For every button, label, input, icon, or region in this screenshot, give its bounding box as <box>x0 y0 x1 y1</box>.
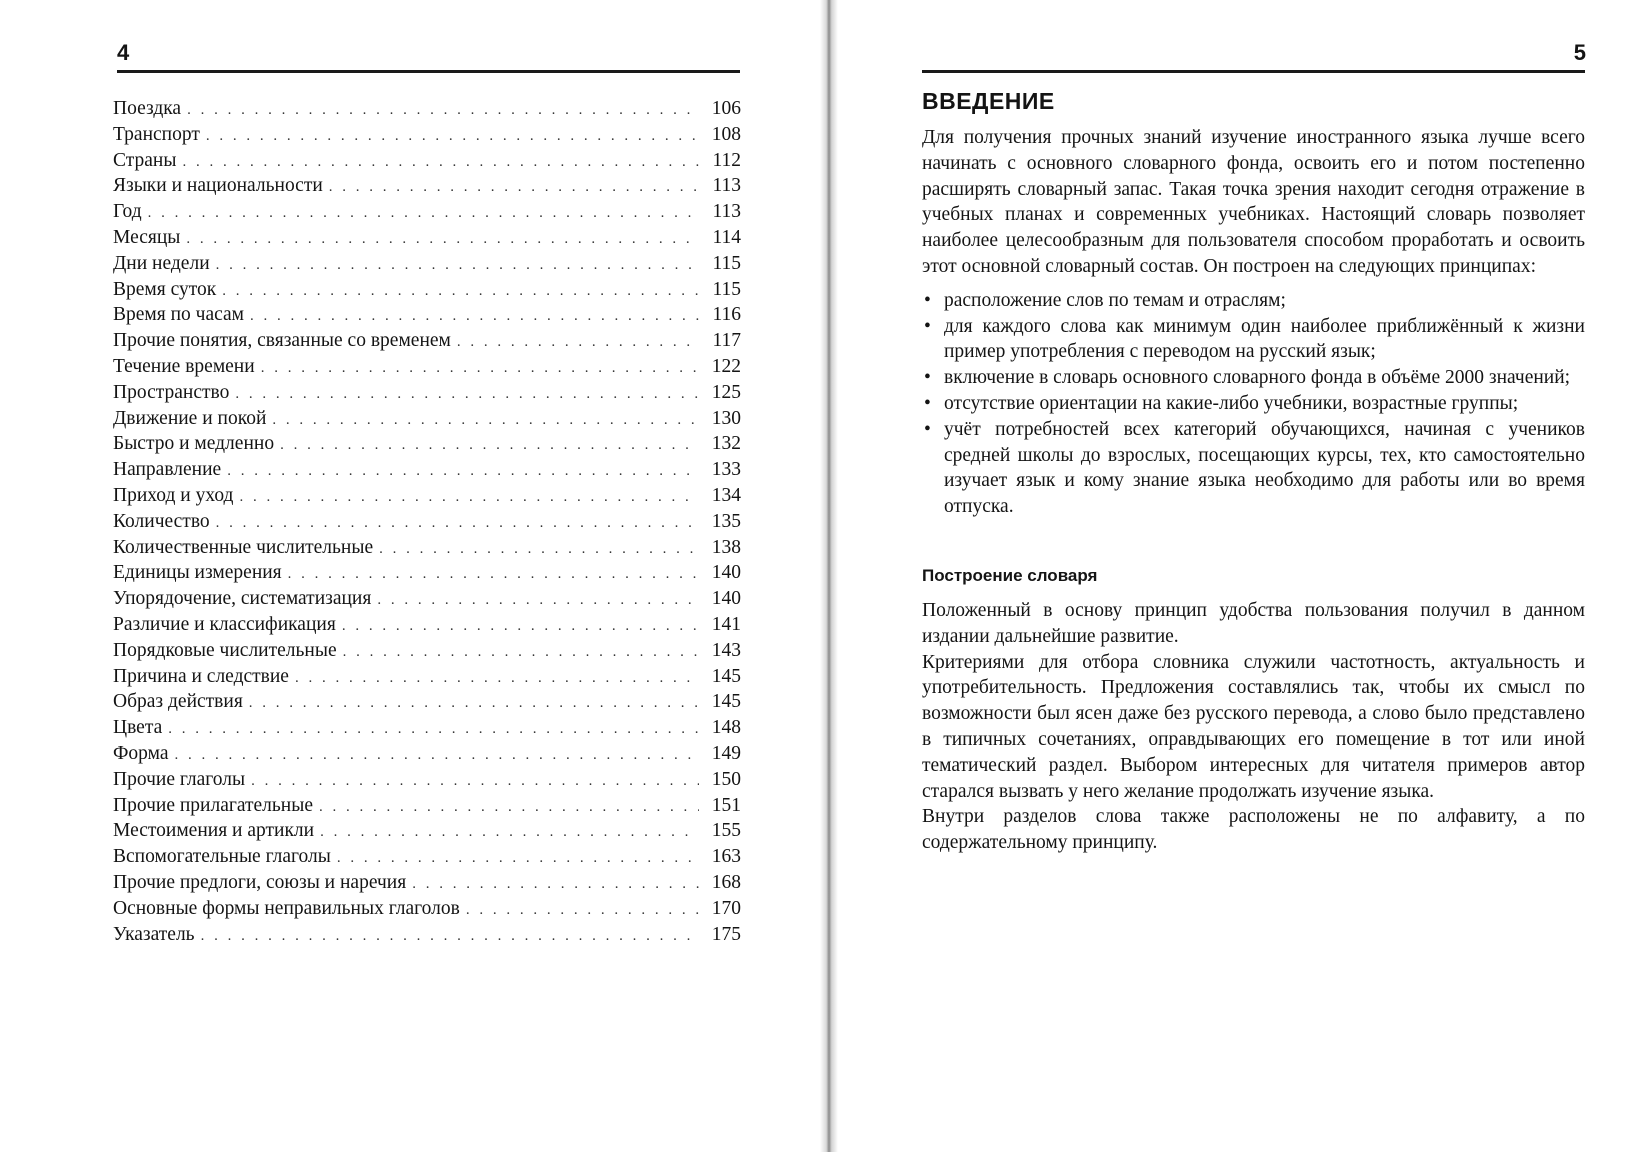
toc-dot-leader <box>295 666 699 692</box>
toc-entry <box>113 148 741 174</box>
toc-entry-title: Порядковые числительные <box>113 639 337 661</box>
toc-entry-page: 135 <box>711 510 741 532</box>
toc-dot-leader <box>379 537 699 563</box>
section-heading: ВВЕДЕНИЕ <box>922 88 1055 114</box>
intro-paragraph: Для получения прочных знаний изучение иностранного языка лучше всего начинать с основного словарного фонда, освоить его и потом постепенно расширять словарный запас. Такая точка зрения находит сегодня отражение в учебных планах и современных учебниках. Настоящий словарь позволяет наиболее целесообразным для пользователя способом проработать и освоить этот основной словарный состав. Он построен на следующих принципах: <box>922 127 1585 277</box>
toc-dot-leader <box>182 150 699 176</box>
toc-entry-page: 150 <box>711 768 741 790</box>
toc-entry-page: 145 <box>711 691 741 713</box>
toc-dot-leader <box>249 691 699 717</box>
toc-entry <box>113 96 741 122</box>
toc-entry-page: 145 <box>711 665 741 687</box>
toc-entry-title: Быстро и медленно <box>113 433 275 455</box>
toc-entry-title: Месяцы <box>113 226 181 248</box>
principle-item: • для каждого слова как минимум один наиболее приближённый к жизни пример употребления с переводом на русский язык; <box>922 314 1585 366</box>
toc-dot-leader <box>250 304 699 330</box>
toc-entry <box>113 922 741 948</box>
toc-dot-leader <box>288 562 699 588</box>
toc-entry <box>113 560 741 586</box>
toc-dot-leader <box>227 459 699 485</box>
toc-entry-page: 132 <box>711 433 741 455</box>
toc-entry-title: Направление <box>113 459 222 481</box>
toc-entry-page: 115 <box>712 278 741 300</box>
toc-entry-page: 141 <box>711 613 741 635</box>
toc-entry <box>113 251 741 277</box>
toc-entry-page: 125 <box>711 381 741 403</box>
toc-entry <box>113 844 741 870</box>
toc-dot-leader <box>457 330 699 356</box>
toc-entry <box>113 741 741 767</box>
toc-dot-leader <box>343 640 699 666</box>
toc-entry-title: Местоимения и артикли <box>113 820 315 842</box>
toc-dot-leader <box>239 485 699 511</box>
toc-entry-title: Пространство <box>113 381 230 403</box>
toc-entry-title: Прочие понятия, связанные со временем <box>113 330 451 352</box>
toc-entry <box>113 199 741 225</box>
toc-entry-title: Поездка <box>113 98 182 119</box>
toc-dot-leader <box>319 795 699 821</box>
toc-entry-title: Форма <box>113 742 169 764</box>
toc-entry-title: Образ действия <box>113 691 243 713</box>
toc-entry-title: Год <box>113 201 142 223</box>
toc-dot-leader <box>235 382 699 408</box>
principle-item: • отсутствие ориентации на какие-либо учебники, возрастные группы; <box>922 391 1585 417</box>
toc-entry-page: 155 <box>711 820 741 842</box>
toc-entry <box>113 431 741 457</box>
toc-entry-title: Количественные числительные <box>113 536 374 558</box>
toc-entry-page: 117 <box>712 330 741 352</box>
header-rule-right <box>922 70 1585 73</box>
toc-entry-page: 138 <box>711 536 741 558</box>
toc-dot-leader <box>148 201 699 227</box>
toc-dot-leader <box>466 898 699 924</box>
page-number-right: 5 <box>1573 40 1586 65</box>
toc-entry <box>113 638 741 664</box>
toc-dot-leader <box>272 408 699 434</box>
toc-entry <box>113 277 741 303</box>
header-rule-left <box>117 70 740 73</box>
left-page <box>0 0 825 1152</box>
toc-entry-title: Цвета <box>113 717 163 739</box>
toc-entry <box>113 664 741 690</box>
toc-entry <box>113 225 741 251</box>
toc-dot-leader <box>329 175 699 201</box>
toc-entry-page: 143 <box>711 639 741 661</box>
principle-item: • учёт потребностей всех категорий обучающихся, начиная с учеников средней школы до взрослых, посещающих курсы, тех, кто самостоятельно изучает язык и кому знание языка необходимо для работы или во время отпуска. <box>922 417 1585 520</box>
toc-entry <box>113 173 741 199</box>
toc-entry-page: 148 <box>711 717 741 739</box>
toc-dot-leader <box>216 511 699 537</box>
toc-entry-title: Указатель <box>113 923 195 945</box>
subsection-heading: Построение словаря <box>922 565 1098 585</box>
toc-entry-page: 108 <box>711 123 741 145</box>
toc-entry <box>113 870 741 896</box>
toc-entry-page: 116 <box>712 304 741 326</box>
toc-entry-page: 113 <box>712 201 741 223</box>
toc-entry-title: Прочие прилагательные <box>113 794 313 816</box>
toc-dot-leader <box>206 124 699 150</box>
toc-entry <box>113 818 741 844</box>
toc-dot-leader <box>337 846 699 872</box>
right-page <box>825 0 1651 1152</box>
toc-entry <box>113 689 741 715</box>
toc-entry <box>113 354 741 380</box>
page-number-left: 4 <box>117 40 130 65</box>
toc-entry-page: 140 <box>711 588 741 610</box>
toc-entry <box>113 380 741 406</box>
toc-dot-leader <box>261 356 699 382</box>
toc-entry-title: Причина и следствие <box>113 665 289 687</box>
toc-entry-title: Движение и покой <box>113 407 267 429</box>
principles-list <box>922 288 1585 520</box>
toc-entry-title: Основные формы неправильных глаголов <box>113 897 460 919</box>
toc-entry-page: 106 <box>711 98 741 119</box>
toc-dot-leader <box>187 98 699 124</box>
toc-entry-title: Прочие глаголы <box>113 768 246 790</box>
toc-entry-title: Единицы измерения <box>113 562 282 584</box>
toc-entry-page: 113 <box>712 175 741 197</box>
toc-dot-leader <box>251 769 699 795</box>
toc-entry <box>113 122 741 148</box>
principle-item: • расположение слов по темам и отраслям; <box>922 288 1585 314</box>
toc-dot-leader <box>216 253 699 279</box>
toc-entry <box>113 509 741 535</box>
body-paragraph: Внутри разделов слова также расположены не по алфавиту, а по содержательному принципу. <box>922 806 1585 854</box>
toc-entry-title: Языки и национальности <box>113 175 323 197</box>
toc-entry-page: 151 <box>711 794 741 816</box>
toc-dot-leader <box>201 924 699 950</box>
toc-entry-title: Страны <box>113 149 177 171</box>
toc-entry-page: 163 <box>711 846 741 868</box>
toc-entry <box>113 612 741 638</box>
toc-entry-title: Вспомогательные глаголы <box>113 846 331 868</box>
body-paragraph: Положенный в основу принцип удобства пользования получил в данном издании дальнейшие развитие. <box>922 599 1585 647</box>
toc-entry-page: 149 <box>711 742 741 764</box>
toc-entry-title: Количество <box>113 510 210 532</box>
toc-dot-leader <box>377 588 699 614</box>
toc-dot-leader <box>222 279 699 305</box>
toc-entry <box>113 793 741 819</box>
toc-entry-page: 130 <box>711 407 741 429</box>
principle-item: • включение в словарь основного словарного фонда в объёме 2000 значений; <box>922 365 1585 391</box>
toc-entry-page: 115 <box>712 252 741 274</box>
toc-dot-leader <box>168 717 699 743</box>
toc-entry-page: 114 <box>712 226 741 248</box>
table-of-contents <box>113 96 741 947</box>
toc-dot-leader <box>280 433 699 459</box>
toc-entry-page: 140 <box>711 562 741 584</box>
toc-entry <box>113 483 741 509</box>
toc-dot-leader <box>342 614 699 640</box>
toc-entry <box>113 767 741 793</box>
toc-dot-leader <box>186 227 699 253</box>
toc-entry-title: Транспорт <box>113 123 200 145</box>
toc-dot-leader <box>320 820 699 846</box>
body-paragraph: Критериями для отбора словника служили частотность, актуальность и употребительность. Предложения составлялись так, чтобы их смысл по возможности был ясен даже без русского перевода, а слово было представлено в типичных сочетаниях, оправдывающих его помещение в тот или иной тематический раздел. Выбором интересных для читателя примеров автор старался вызвать у него желание продолжать изучение языка. <box>922 651 1585 802</box>
toc-entry <box>113 302 741 328</box>
toc-entry-page: 134 <box>711 484 741 506</box>
toc-entry-title: Время суток <box>113 278 217 300</box>
toc-entry-page: 122 <box>711 355 741 377</box>
toc-entry-title: Течение времени <box>113 355 255 377</box>
toc-entry-title: Различие и классификация <box>113 613 336 635</box>
toc-entry-title: Упорядочение, систематизация <box>113 588 372 610</box>
toc-entry <box>113 896 741 922</box>
toc-entry <box>113 328 741 354</box>
toc-dot-leader <box>174 743 699 769</box>
toc-entry-title: Прочие предлоги, союзы и наречия <box>113 871 407 893</box>
toc-entry-title: Дни недели <box>113 252 210 274</box>
toc-entry <box>113 586 741 612</box>
toc-entry-page: 112 <box>712 149 741 171</box>
toc-entry <box>113 406 741 432</box>
toc-entry-title: Приход и уход <box>113 484 234 506</box>
toc-entry-page: 168 <box>711 871 741 893</box>
toc-entry <box>113 715 741 741</box>
toc-entry-page: 175 <box>711 923 741 945</box>
toc-entry-page: 133 <box>711 459 741 481</box>
introduction-section <box>922 88 1585 856</box>
toc-entry <box>113 535 741 561</box>
toc-entry-page: 170 <box>711 897 741 919</box>
toc-entry-title: Время по часам <box>113 304 245 326</box>
toc-entry <box>113 457 741 483</box>
toc-dot-leader <box>412 872 699 898</box>
